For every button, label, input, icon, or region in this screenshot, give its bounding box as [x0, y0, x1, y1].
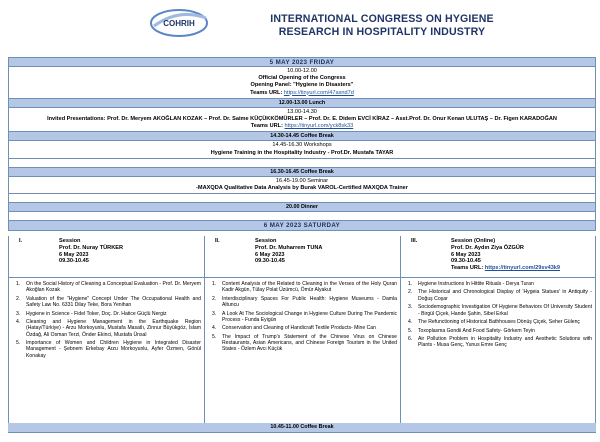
opening-time: 10.00-12.00 [287, 68, 317, 74]
session-number: III. [411, 238, 418, 244]
session-2-papers [205, 278, 400, 353]
invited-time: 13.00-14.30 [287, 108, 317, 115]
session-1 [9, 236, 205, 433]
session-1-header [9, 236, 204, 278]
day1-schedule [8, 57, 596, 231]
list-item: 1. On the Social History of Cleaning a Conceptual Evaluation - Prof. Dr. Meryem Akoğlan Kozak [16, 281, 201, 294]
session-time: 09.30-10.45 [451, 258, 481, 265]
session-chair: Prof. Dr. Nuray TÜRKER [59, 244, 124, 251]
session-1-papers [9, 278, 204, 359]
session-chair: Prof. Dr. Aydın Ziya ÖZGÜR [451, 244, 524, 251]
coffee-break-1: 14.30-14.45 Coffee Break [9, 132, 595, 141]
list-item: 5. The Impact of Trump's Statement of the Chinese Virus on Chinese Restaurants, Asian Americans, and Chinese Foreign Tourism in the United States - Özlem Avcı Küçük [212, 333, 397, 353]
opening-block [9, 67, 595, 99]
list-item: 4. Conservation and Cleaning of Handicraft Textile Products- Mine Can [212, 325, 376, 332]
session-time: 09.30-10.45 [59, 258, 89, 265]
day2-sessions [8, 236, 596, 433]
invited-block [9, 108, 595, 133]
list-item: 4. Cleaning and Hygiene Management in the Earthquake Region (Hatay/Türkiye) - Arzu Morkoyunlu, Mustafa Masatlı, Zinnur Büyükgöz, İslam Özdağ, Ali Osman Terzi, Önder Ekinci, Mustafa Ünsal [16, 319, 201, 338]
logo-text: COHRIH [163, 19, 195, 28]
session-title: Session [255, 238, 277, 244]
session-date: 6 May 2023 [255, 251, 285, 258]
spacer [9, 212, 595, 221]
opening-teams-link[interactable]: https://tinyurl.com/47asnd7d [283, 89, 354, 96]
invited-presenters: Invited Presentations: Prof. Dr. Meryem AKOĞLAN KOZAK – Prof. Dr. Saime KÜÇÜKKÖMÜRLER – Prof. Dr. E. Didem EVCİ KİRAZ – Asst.Prof. Dr. Onur Kenan ULUTAŞ – Dr. Figen KARADOĞAN [47, 116, 557, 123]
session-3-teams-link[interactable]: https://tinyurl.com/29sv43k9 [484, 265, 561, 272]
lunch-break: 12.00-13.00 Lunch [9, 99, 595, 108]
session-date: 6 May 2023 [451, 251, 481, 258]
session-title: Session (Online) [451, 238, 496, 244]
seminar-title: -MAXQDA Qualitative Data Analysis by Burak VAROL-Certified MAXQDA Trainer [196, 185, 408, 192]
list-item: 3. Hygiene in Science - Fidel Toker, Doç. Dr. Hatice Güçlü Nergiz [16, 310, 167, 317]
seminar-block [9, 177, 595, 194]
session-date: 6 May 2023 [59, 251, 89, 258]
session-number: I. [19, 238, 23, 244]
spacer [9, 194, 595, 203]
list-item: 6. Air Pollution Problem in Hospitality Industry and Aesthetic Solutions with Plants - Musa Genç, Yunus Emre Genç [408, 336, 592, 349]
dinner: 20.00 Dinner [9, 203, 595, 212]
cohrih-logo-icon [148, 6, 210, 40]
spacer [9, 159, 595, 168]
list-item: 4. The Refunctioning of Historical Bathhouses Dönüş Çiçek, Seher Gülenç [408, 319, 580, 326]
title-line-1: INTERNATIONAL CONGRESS ON HYGIENE [270, 13, 494, 25]
list-item: 1. Hygiene Instructions In Hittite Rituals - Derya Turan [408, 281, 534, 287]
session-chair: Prof. Dr. Muharrem TUNA [255, 244, 323, 251]
seminar-time: 16.45-19.00 Seminar [275, 177, 329, 184]
teams-label: Teams URL: [250, 123, 283, 130]
list-item: 2. Valuation of the "Hygiene" Concept Under The Occupational Health and Safety Law No. 6331 Dilay Teke, Bora Yenihan [16, 295, 201, 309]
list-item: 5. Toxoplasma Gondii And Food Safety- Görkem Teyin [408, 327, 535, 334]
session-3 [401, 236, 595, 433]
opening-panel: Opening Panel: "Hygiene in Disasters" [250, 82, 354, 89]
workshop-time: 14.45-16.30 Workshops [272, 142, 332, 149]
page-title [232, 13, 532, 38]
day2-date: 6 MAY 2023 SATURDAY [9, 221, 595, 230]
list-item: 1. Content Analysis of the Related to Cleaning in the Verses of the Holy Quran Kadir Akgün, Tülay Polat Üzümcü, Ömür Alyakut [212, 281, 397, 294]
list-item: 2. Interdisciplinary Spaces For Public Health: Hygiene Museums - Damla Altuncu [212, 295, 397, 309]
session-title: Session [59, 238, 81, 244]
title-line-2: RESEARCH IN HOSPITALITY INDUSTRY [278, 25, 486, 38]
day1-date: 5 MAY 2023 FRIDAY [9, 58, 595, 67]
teams-label: Teams URL: [451, 265, 484, 272]
header [0, 0, 600, 58]
session-3-header [401, 236, 595, 278]
list-item: 5. Importance of Women and Children Hygiene in Integrated Disaster Management - Şebnem Erkebay Arzu Morkoyunlu, Ayfer Özmen, Gönül Konakay [16, 340, 201, 359]
list-item: 2. The Historical and Chronological Display of 'Hygeia Statues' in Antiquity - Doğuş Coşar [408, 289, 592, 302]
session-2-header [205, 236, 400, 278]
coffee-break-day2: 10.45-11.00 Coffee Break [8, 423, 596, 432]
workshop-title: Hygiene Training in the Hospitality Industry - Prof.Dr. Mustafa TAYAR [210, 149, 394, 156]
invited-teams-link[interactable]: https://tinyurl.com/yck8sk33 [284, 123, 354, 130]
session-time: 09.30-10.45 [255, 258, 285, 265]
teams-label: Teams URL: [250, 89, 283, 96]
coffee-break-2: 16.30-16.45 Coffee Break [9, 168, 595, 177]
session-number: II. [215, 238, 220, 244]
opening-title: Official Opening of the Congress [258, 75, 346, 82]
list-item: 3. Sociodemographic Investigation Of Hygiene Behaviors Of University Student - Birgül Çiçek, Hande Şahin, Sibel Erkal [408, 304, 592, 317]
session-3-papers [401, 278, 595, 349]
session-2 [205, 236, 401, 433]
workshop-block [9, 141, 595, 158]
list-item: 3. A Look At The Sociological Change in Hygiene Culture During The Pandemic Process - Funda Eyigün [212, 310, 397, 323]
